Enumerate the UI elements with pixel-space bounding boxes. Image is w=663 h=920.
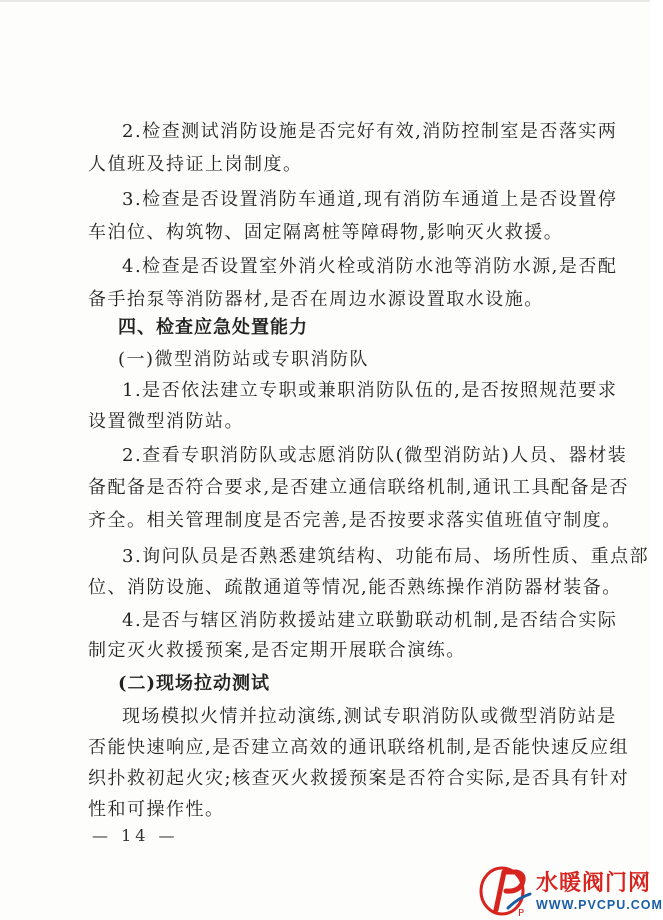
subsection-heading: (二)现场拉动测试: [118, 673, 271, 694]
section-heading: 四、检查应急处置能力: [118, 317, 308, 338]
paragraph-line: 性和可操作性。: [88, 799, 225, 820]
paragraph-line: 设置微型消防站。: [88, 411, 244, 432]
watermark-logo: [478, 860, 663, 920]
paragraph-line: 车泊位、构筑物、固定隔离桩等障碍物,影响灭火救援。: [88, 222, 564, 243]
paragraph-line: 备配备是否符合要求,是否建立通信联络机制,通讯工具配备是否: [88, 477, 629, 498]
paragraph-line: 备手抬泵等消防器材,是否在周边水源设置取水设施。: [88, 289, 544, 310]
pvcpu-logo-icon: [478, 864, 534, 918]
paragraph-line: 制定灭火救援预案,是否定期开展联合演练。: [88, 640, 466, 661]
subsection-heading: (一)微型消防站或专职消防队: [118, 349, 370, 370]
paragraph-line: 4.检查是否设置室外消火栓或消防水池等消防水源,是否配: [122, 256, 618, 277]
paragraph-line: 齐全。相关管理制度是否完善,是否按要求落实值班值守制度。: [88, 510, 622, 531]
page-edge: [0, 0, 650, 2]
paragraph-line: 3.检查是否设置消防车通道,现有消防车通道上是否设置停: [122, 189, 618, 210]
logo-letter: P: [518, 908, 525, 919]
paragraph-line: 否能快速响应,是否建立高效的通讯联络机制,是否能快速反应组: [88, 737, 629, 758]
paragraph-line: 位、消防设施、疏散通道等情况,能否熟练操作消防器材装备。: [88, 577, 622, 598]
watermark-name: 水暖阀门网: [536, 871, 652, 896]
paragraph-line: 4.是否与辖区消防救援站建立联勤联动机制,是否结合实际: [122, 610, 618, 631]
paragraph-line: 2.查看专职消防队或志愿消防队(微型消防站)人员、器材装: [122, 445, 628, 466]
watermark-url: WWW.PVCPU.COM: [536, 898, 663, 912]
page-number: — 14 —: [92, 826, 179, 845]
paragraph-line: 织扑救初起火灾;核查灭火救援预案是否符合实际,是否具有针对: [88, 768, 630, 789]
paragraph-line: 1.是否依法建立专职或兼职消防队伍的,是否按照规范要求: [122, 380, 618, 401]
paragraph-line: 现场模拟火情并拉动演练,测试专职消防队或微型消防站是: [122, 706, 617, 727]
paragraph-line: 3.询问队员是否熟悉建筑结构、功能布局、场所性质、重点部: [122, 546, 650, 567]
paragraph-line: 2.检查测试消防设施是否完好有效,消防控制室是否落实两: [122, 121, 618, 142]
paragraph-line: 人值班及持证上岗制度。: [88, 154, 303, 175]
